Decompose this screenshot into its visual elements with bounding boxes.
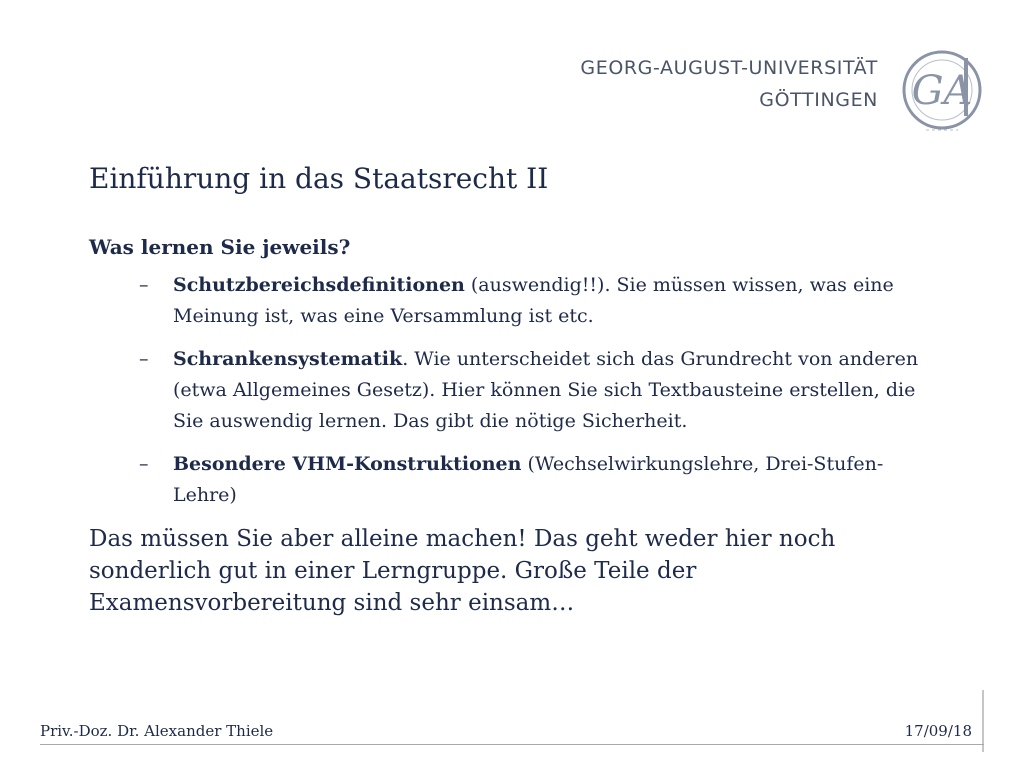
bullet-dash: – (139, 453, 149, 475)
university-name (580, 52, 878, 116)
footer-divider-vertical (982, 690, 984, 752)
university-name-line1: GEORG-AUGUST-UNIVERSITÄT (580, 57, 878, 79)
bullet-text: (auswendig!!). Sie müssen wissen, was eine Meinung ist, was eine Versammlung ist etc. (173, 274, 894, 327)
logo-letters: GA (911, 68, 973, 114)
slide-content (89, 232, 919, 619)
university-name-line2: GÖTTINGEN (759, 89, 878, 111)
bullet-term: Schutzbereichsdefinitionen (173, 274, 465, 296)
university-logo (896, 46, 992, 138)
bullet-term: Besondere VHM-Konstruktionen (173, 453, 522, 475)
bullet-item (89, 449, 919, 511)
subheading: Was lernen Sie jeweils? (89, 235, 351, 259)
footer-date: 17/09/18 (904, 722, 972, 740)
bullet-dash: – (139, 274, 149, 296)
footer-author: Priv.-Doz. Dr. Alexander Thiele (40, 722, 274, 740)
footer-divider (40, 744, 984, 745)
bullet-item (89, 344, 919, 437)
bullet-dash: – (139, 348, 149, 370)
bullet-text: (Wechselwirkungslehre, Drei-Stufen-Lehre) (173, 453, 884, 506)
closing-paragraph: Das müssen Sie aber alleine machen! Das geht weder hier noch sonderlich gut in einer Lerngruppe. Große Teile der Examensvorbereitung sind sehr einsam… (89, 526, 836, 616)
slide-title: Einführung in das Staatsrecht II (89, 162, 549, 195)
bullet-term: Schrankensystematik (173, 348, 403, 370)
bullet-item (89, 270, 919, 332)
bullet-text: . Wie unterscheidet sich das Grundrecht von anderen (etwa Allgemeines Gesetz). Hier können Sie sich Textbausteine erstellen, die Sie auswendig lernen. Das gibt die nötige Sicherheit. (173, 348, 919, 432)
